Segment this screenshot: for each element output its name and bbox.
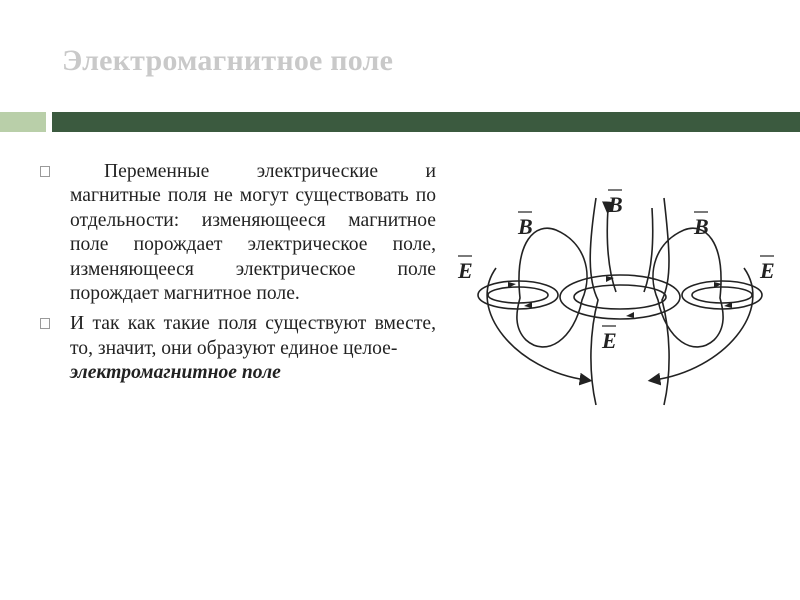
bullet-marker-icon: [40, 166, 50, 177]
bullet-emphasis: электромагнитное поле: [70, 362, 281, 384]
bullet-text-2: [70, 312, 436, 385]
bullet-item-2: [38, 312, 436, 385]
e-ring-left-inner: [488, 287, 548, 303]
bullet-list: [38, 160, 436, 392]
label-b-right: B: [694, 214, 709, 239]
e-ring-center: [560, 275, 680, 319]
slide-title: Электромагнитное поле: [62, 44, 394, 77]
label-b-top: B: [608, 192, 623, 217]
field-lines-svg: [456, 180, 786, 420]
bullet-item-1: [38, 160, 436, 306]
field-line-b: [644, 208, 653, 292]
e-ring-right-inner: [692, 287, 752, 303]
label-e-bottom: E: [602, 328, 617, 353]
bullet-marker-icon: [40, 318, 50, 329]
bullet-text: И так как такие поля существуют вместе, то, значит, они образуют единое целое-: [70, 313, 436, 359]
bullet-text: Переменные электрические и магнитные поля не могут существовать по отдельности: изменяющееся магнитное поле порождает электрическое поле, изменяющееся электрическое поле порождает магнитное поле.: [70, 161, 436, 305]
accent-bar-light: [0, 112, 46, 132]
field-line-b: [590, 198, 598, 405]
em-field-diagram: [456, 180, 786, 420]
label-e-right: E: [760, 258, 775, 283]
e-ring-center-inner: [574, 285, 666, 309]
label-e-left: E: [458, 258, 473, 283]
accent-bar-dark: [52, 112, 800, 132]
label-b-left: B: [518, 214, 533, 239]
